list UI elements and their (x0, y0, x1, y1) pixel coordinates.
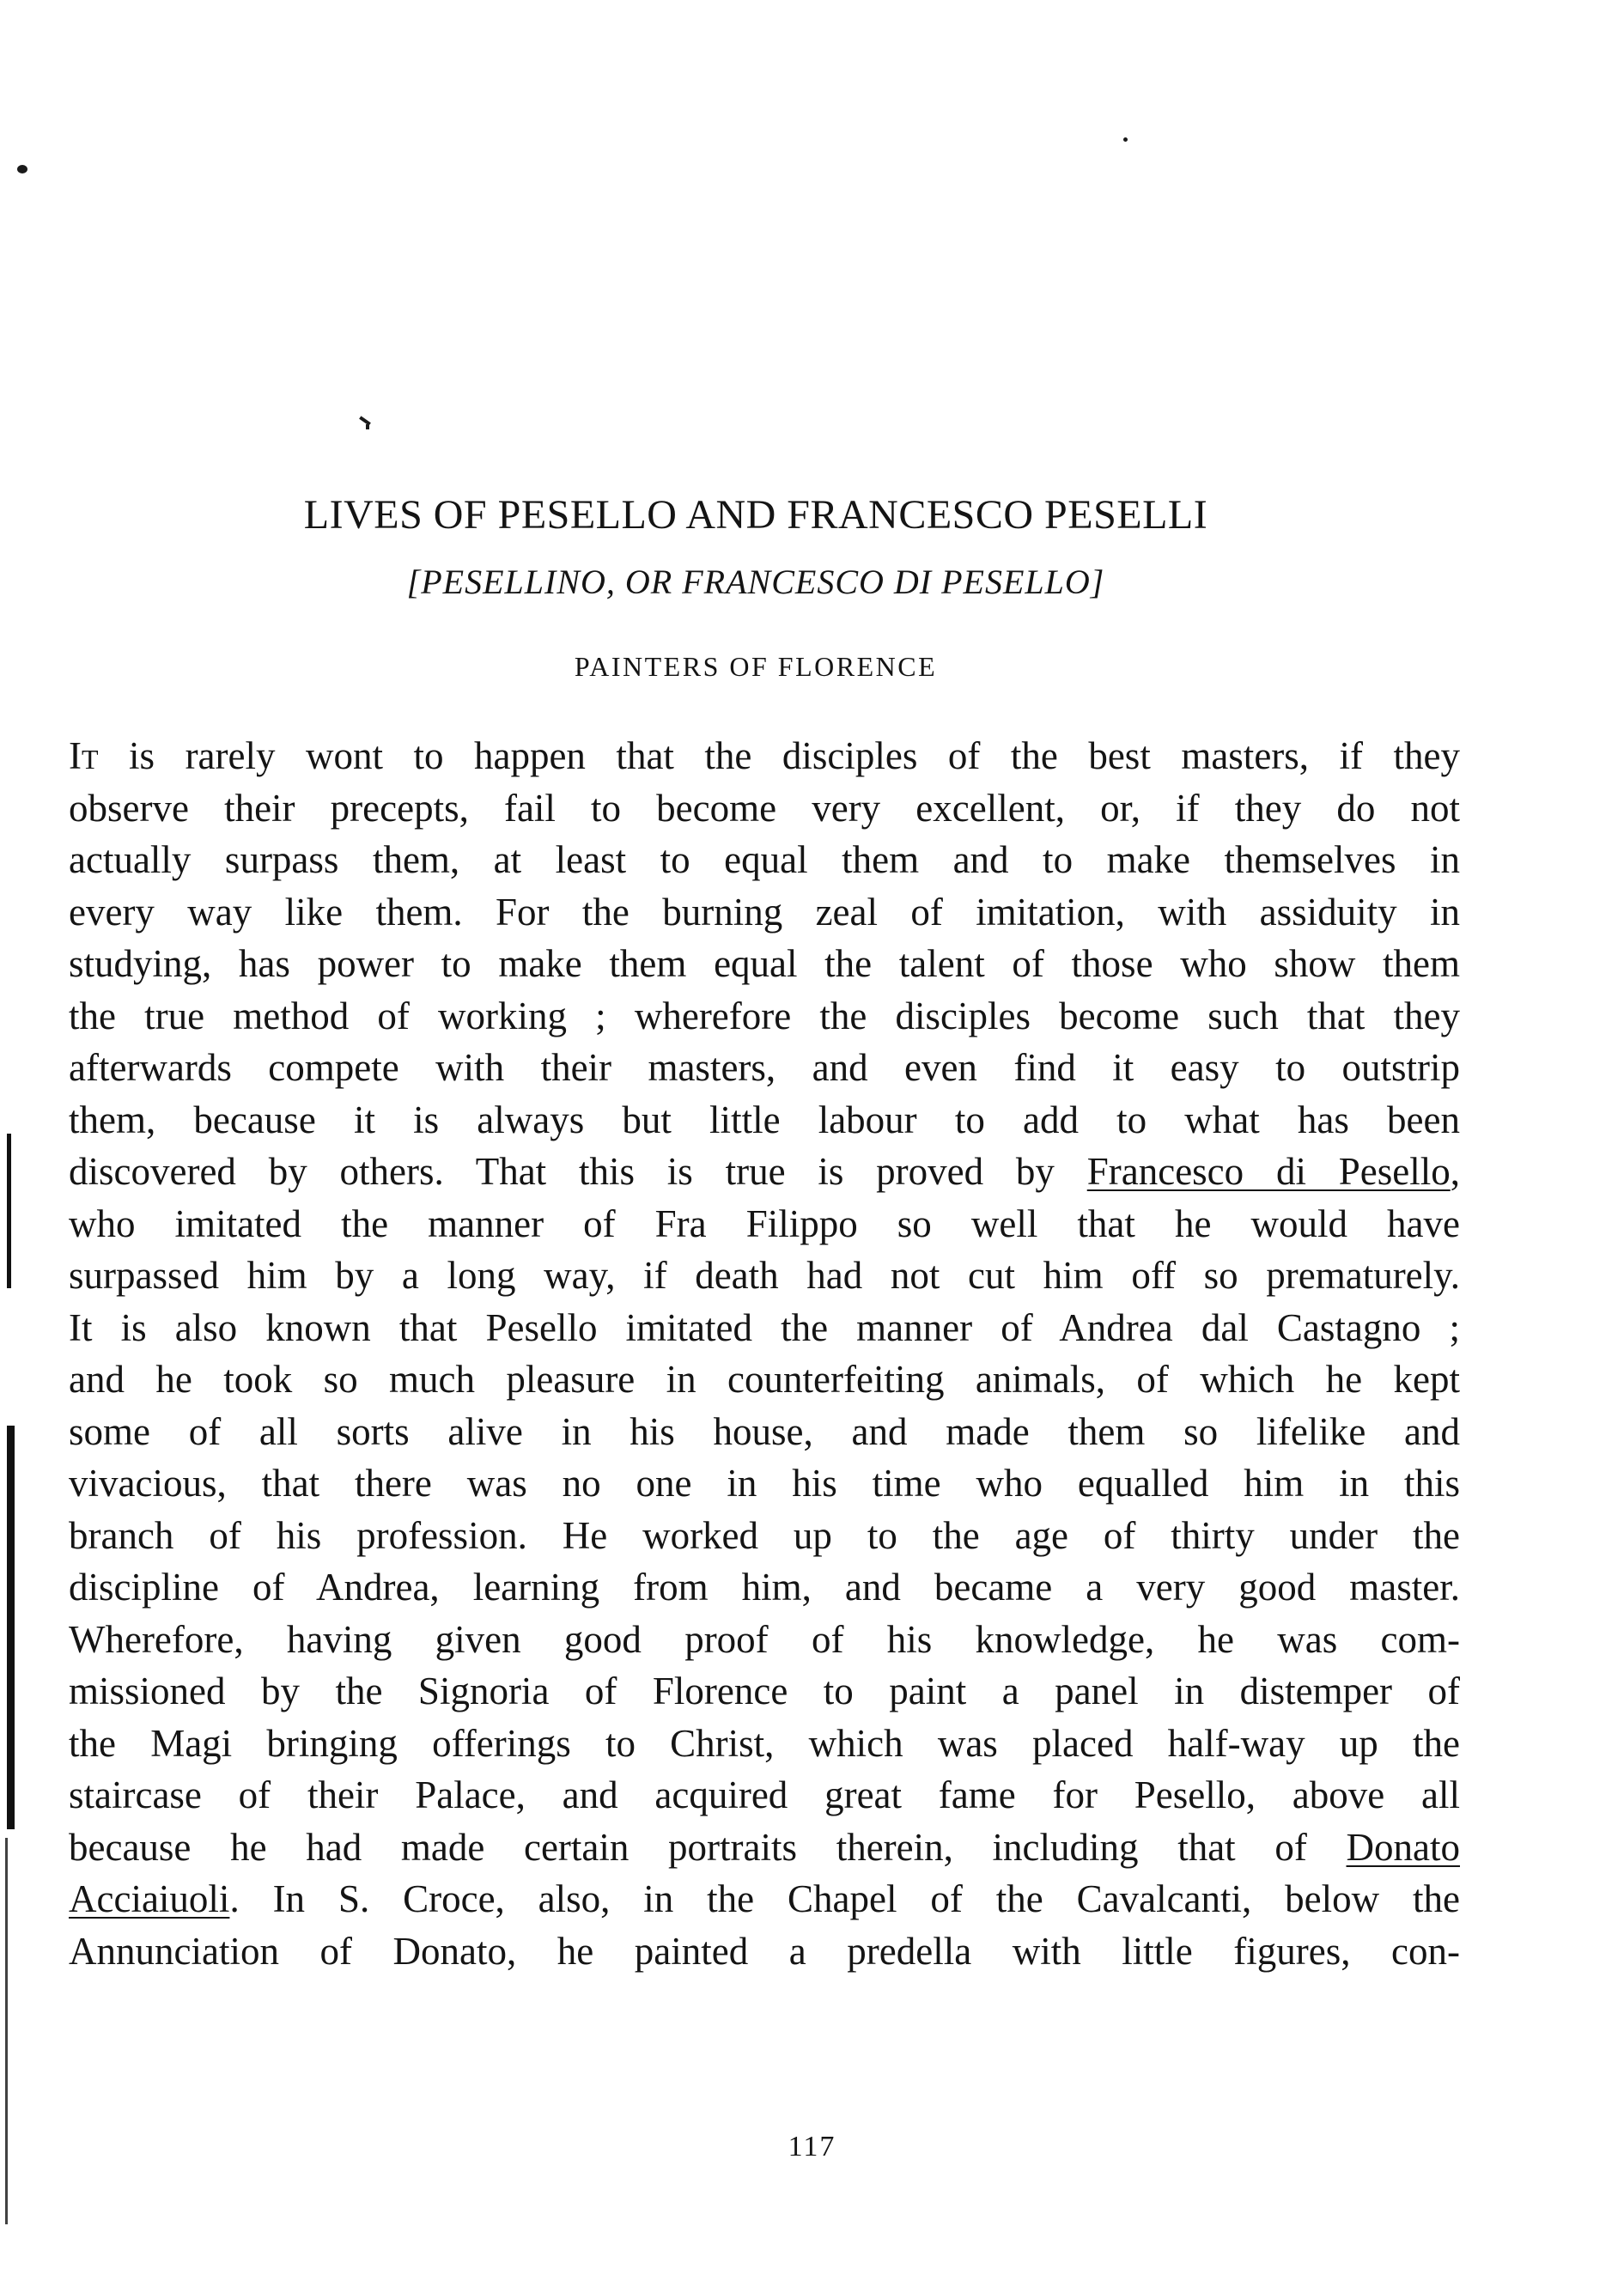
text-line: It is rarely wont to happen that the disciples of the best masters, if they (69, 734, 1460, 777)
text-line: because he had made certain portraits therein, including that of Donato (69, 1825, 1460, 1869)
text-line: discipline of Andrea, learning from him, and became a very good master. (69, 1566, 1460, 1609)
text-line: observe their precepts, fail to become very excellent, or, if they do not (69, 786, 1460, 830)
margin-mark (7, 1426, 15, 1829)
text-line: actually surpass them, at least to equal them and to make themselves in (69, 838, 1460, 881)
text-line: the true method of working ; wherefore the disciples become such that they (69, 994, 1460, 1037)
underlined-name: Acciaiuoli (69, 1877, 230, 1920)
scan-speck (366, 424, 369, 429)
page-title: LIVES OF PESELLO AND FRANCESCO PESELLI (303, 492, 1208, 538)
body-paragraph (69, 730, 1460, 1977)
text-line: the Magi bringing offerings to Christ, which was placed half-way up the (69, 1721, 1460, 1765)
text-line: surpassed him by a long way, if death had not cut him off so prematurely. (69, 1254, 1460, 1297)
text-line: studying, has power to make them equal the talent of those who show them (69, 942, 1460, 985)
underlined-name: Donato (1346, 1825, 1460, 1869)
text-line: branch of his profession. He worked up to the age of thirty under the (69, 1513, 1460, 1557)
margin-mark (7, 1134, 11, 1288)
scan-speck (17, 165, 27, 173)
text-line: It is also known that Pesello imitated the manner of Andrea dal Castagno ; (69, 1305, 1460, 1349)
text-line: who imitated the manner of Fra Filippo so well that he would have (69, 1201, 1460, 1245)
text-line: staircase of their Palace, and acquired great fame for Pesello, above all (69, 1773, 1460, 1816)
text-line: some of all sorts alive in his house, and made them so lifelike and (69, 1409, 1460, 1453)
page-subtitle: [PESELLINO, OR FRANCESCO DI PESELLO] (406, 563, 1105, 601)
text-line: Acciaiuoli. In S. Croce, also, in the Chapel of the Cavalcanti, below the (69, 1877, 1460, 1920)
drop-lead: It (69, 734, 99, 777)
text-line: Wherefore, having given good proof of his knowledge, he was com- (69, 1617, 1460, 1661)
scan-speck (1123, 137, 1128, 142)
text-line: vivacious, that there was no one in his time who equalled him in this (69, 1462, 1460, 1505)
margin-mark (5, 1838, 8, 2224)
text-line: discovered by others. That this is true is proved by Francesco di Pesello, (69, 1150, 1460, 1193)
section-heading: PAINTERS OF FLORENCE (574, 651, 938, 682)
text-line: missioned by the Signoria of Florence to paint a panel in distemper of (69, 1670, 1460, 1712)
text-line: afterwards compete with their masters, and even find it easy to outstrip (69, 1046, 1460, 1089)
underlined-name: Francesco di Pesello (1086, 1150, 1451, 1193)
text-line: and he took so much pleasure in counterfeiting animals, of which he kept (69, 1358, 1460, 1401)
text-line: them, because it is always but little labour to add to what has been (69, 1098, 1460, 1141)
page-number: 117 (788, 2131, 836, 2162)
text-line: Annunciation of Donato, he painted a predella with little figures, con- (69, 1929, 1460, 1973)
text-line: every way like them. For the burning zeal of imitation, with assiduity in (69, 890, 1460, 934)
